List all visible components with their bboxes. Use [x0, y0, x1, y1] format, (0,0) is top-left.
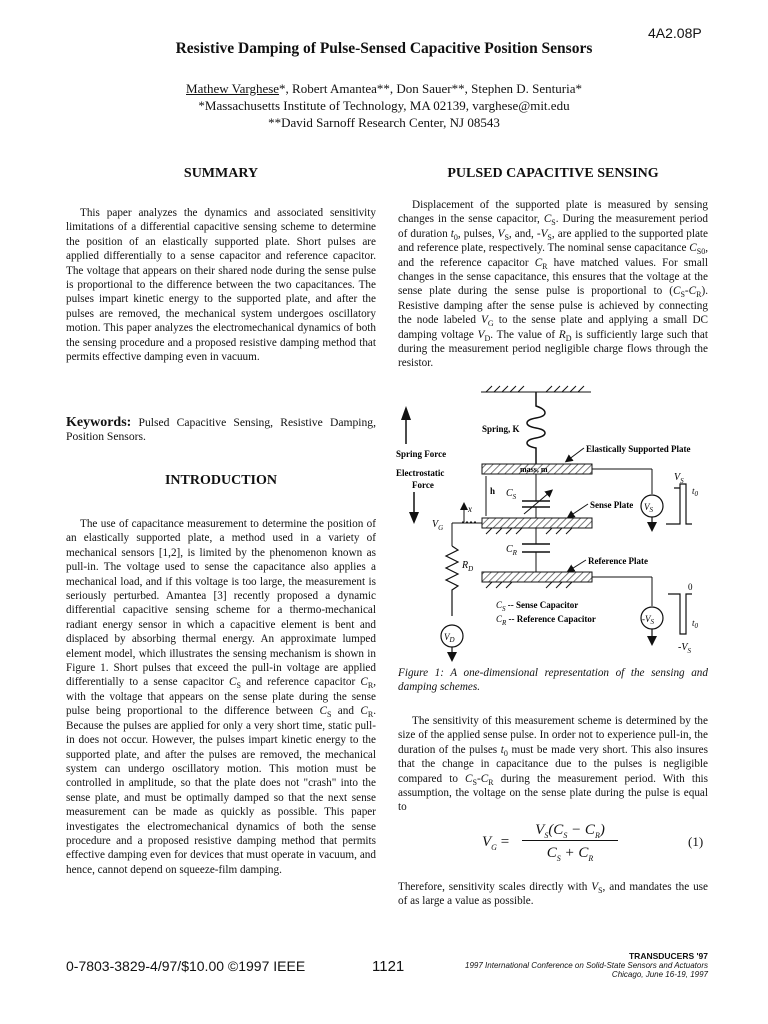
t0-label-bottom: $t_0$ — [692, 618, 699, 630]
introduction-text — [66, 517, 376, 877]
other-authors: *, Robert Amantea**, Don Sauer**, Stephen D. Senturia* — [279, 81, 582, 96]
sym-sub: 0 — [453, 233, 458, 243]
pulsed-text: Displacement of the supported plate is measured by sensing changes in the sense capacitor, $C_S$. During the measurement period of duration $t_0$, pulses, $V_S$, and, $-V_S$, are applied to the supported plate and reference plate, respectively. The nominal sense capacitance $C_{S0}$, and the reference capacitor $C_R$ have matched values. For small changes in the sense capacitance, this ensures that the voltage at the sense plate during the sense pulse is proportional to $(C_S-C_R)$. Resistive damping after the sense pulse is achieved by connecting the node labeled $V_G$ to the sense plate and applying a small DC damping voltage $V_D$. The value of $R_D$ is sufficiently large such that during the measurement period negligible charge flows through the resistor. — [398, 199, 708, 370]
sym-cr-sub-2: R — [367, 710, 374, 720]
conclusion-part-1: Therefore, sensitivity scales directly with — [398, 881, 592, 893]
supported-plate-pointer — [568, 448, 584, 460]
sensitivity-part-1: The sensitivity of this measurement scheme is determined by the size of the applied sense pulse. In order not to experience pull-in, the duration of the pulses — [398, 715, 708, 756]
figure-caption: Figure 1: A one-dimensional representation of the sensing and damping schemes. — [398, 667, 708, 694]
spring — [527, 392, 545, 464]
paper-title: Resistive Damping of Pulse-Sensed Capacitive Position Sensors — [175, 40, 593, 57]
sym-cs0: C — [689, 242, 697, 255]
keywords-text: Pulsed Capacitive Sensing, Resistive Damping, Position Sensors. — [66, 416, 376, 444]
legend-cs: $C_S$ -- Sense Capacitor — [496, 600, 579, 613]
sym-cs: C — [673, 285, 681, 298]
conference-info — [440, 952, 708, 979]
legend-cr: $C_R$ -- Reference Capacitor — [496, 614, 596, 627]
h-label: h — [490, 486, 496, 496]
sym-cr-2: C — [360, 705, 368, 718]
zero-label: 0 — [688, 582, 693, 592]
t0-label-top: $t_0$ — [692, 486, 699, 498]
author-line — [0, 80, 768, 97]
neg-vs-pulse-label: $-V_S$ — [678, 642, 691, 655]
keywords-label: Keywords: — [66, 415, 132, 430]
sym-rd: R — [558, 328, 566, 341]
ceiling-hatch — [481, 386, 591, 392]
pulsed-part-f: , and the reference capacitor — [398, 242, 708, 269]
cr-label: $C_R$ — [506, 544, 517, 557]
electrostatic-label: Electrostatic — [396, 468, 445, 478]
equation-lhs: $V_G$ = — [482, 834, 510, 852]
vs-pulse-top — [666, 484, 692, 524]
vd-label: $V_D$ — [444, 632, 455, 644]
affiliation-1: *Massachusetts Institute of Technology, MA 02139, varghese@mit.edu — [198, 98, 570, 113]
reference-plate-label: Reference Plate — [588, 556, 649, 566]
sym-sub: G — [487, 319, 494, 329]
pulsed-part-b: . During the measurement period of duration — [398, 213, 708, 240]
conclusion-part-2: , and mandates the use of as large a value as possible. — [398, 881, 708, 908]
pulsed-part-d: , and, - — [508, 227, 541, 240]
sym-sub: D — [484, 333, 491, 343]
figure-1-diagram — [396, 384, 716, 664]
pulsed-part-j: . The value of — [490, 328, 559, 341]
sensitivity-part-3: during the measurement period. With this assumption, the voltage on the sense plate during the pulse is equal to — [398, 772, 708, 814]
sym-cs: C — [229, 676, 237, 689]
equation-number: (1) — [688, 834, 704, 849]
conference-location: Chicago, June 16-19, 1997 — [611, 970, 708, 979]
sym-sub: S — [504, 233, 509, 243]
pulsed-heading: PULSED CAPACITIVE SENSING — [447, 166, 659, 181]
sym-vs: V — [497, 227, 505, 240]
sense-plate — [482, 518, 592, 528]
vs-pulse-bottom — [668, 594, 692, 634]
sym-t0: t — [450, 227, 454, 240]
sym-sub: S — [551, 218, 556, 228]
pulsed-part-k: is sufficiently large such that during the measurement period negligible charge flows through the resistor. — [398, 328, 708, 370]
footer-isbn: 0-7803-3829-4/97/$10.00 ©1997 IEEE — [66, 958, 306, 974]
resistor-rd — [446, 546, 458, 616]
vs-pulse-label: $V_S$ — [674, 472, 684, 485]
sym-vs: V — [591, 881, 599, 893]
sym-vd: V — [477, 328, 485, 341]
sym-cs: C — [465, 772, 473, 785]
sym-sub: S — [680, 290, 685, 300]
sym-sub: S — [598, 886, 603, 896]
summary-text — [66, 206, 376, 364]
sym-vg: V — [481, 314, 488, 327]
sym-cs-2: C — [319, 705, 327, 718]
spring-force-arrowhead — [401, 406, 411, 420]
force-label: Force — [412, 480, 434, 490]
conference-name: TRANSDUCERS '97 — [628, 951, 708, 961]
vd-ground — [447, 652, 457, 662]
variable-cap-arrow — [524, 492, 550, 514]
spring-label: Spring, K — [482, 424, 520, 434]
equation-numerator: $V_S(C_S - C_R)$ — [522, 822, 618, 841]
introduction-heading: INTRODUCTION — [164, 473, 277, 488]
pulsed-part-c: , pulses, — [457, 227, 498, 240]
sym-sub: 0 — [503, 749, 508, 759]
pulsed-part-h: ). Resistive damping after the sense pulse is achieved by connecting the node labeled — [398, 285, 708, 327]
intro-part-5: . Because the pulses are applied for only a very short time, static pull-in does not occur. However, the pulses impart kinetic energy to the supported plate, and after the pulses are removed, the mechanical system can undergo oscillatory motion. This motion must be controlled in amplitude, so that the plate does not "crash" into the sense plate, and must be optimally damped so that the next sense measurement can be made as quickly as possible. This paper investigates the electromechanical dynamics of both the sense procedure and a proposed resistive damping method that permits effective damping even for devices that must operate in vacuum, and hence, cannot depend on squeeze-film damping. — [66, 705, 376, 876]
intro-part-1: The use of capacitance measurement to determine the position of an elastically supported plate, a method used in a variety of mechanical sensors [1,2], is limited by the phenomenon known as pull-in. The voltage used to sense the capacitance also applies a mechanical load, and if this voltage is too large, the measurement is seriously perturbed. Amantea [3] recently proposed a dynamic differential capacitive sensing scheme for a thermo-mechanical radiant energy sensor in which a capacitive element is bent and displaced by absorbing thermal energy. An approximate lumped element model, which illustrates the sensing mechanism is shown in Figure 1. Short pulses that exceed the pull-in voltage are applied differentially to a sense capacitor — [66, 518, 376, 689]
sense-plate-label: Sense Plate — [590, 500, 634, 510]
intro-part-3: , with the voltage that appears on the sense plate during the sense pulse being proportional to the difference between — [66, 676, 376, 718]
reference-plate-pointer — [570, 560, 586, 570]
sense-plate-pointer — [570, 504, 588, 516]
sym-cr: C — [688, 285, 697, 298]
sym-sub: S — [472, 777, 477, 787]
summary-body: This paper analyzes the dynamics and associated sensitivity limitations of a differential capacitive sensing scheme to determine the position of an elastically supported plate. Short pulses are applied differentially to a sense capacitor and reference capacitor. The voltage that appears on their shared node during the sense pulse is proportional to the difference between the two capacitances. The pulses impart kinetic energy to the supported plate, and after the pulses are removed, the mechanical system undergoes oscillatory motion. This paper analyzes the electromechanical dynamics of both the sensing procedure and a proposed resistive damping method that permits effective damping even in vacuum. — [66, 207, 376, 364]
sym-cr: C — [534, 256, 543, 269]
sym-sub: R — [696, 290, 702, 300]
x-label: x — [468, 504, 472, 514]
spring-force-label: Spring Force — [396, 449, 447, 459]
affiliation-2: **David Sarnoff Research Center, NJ 08543 — [268, 115, 500, 130]
sym-sub: R — [542, 261, 548, 271]
pulsed-part-e: , are applied to the supported plate and reference plate, respectively. The nominal sense capacitance — [398, 227, 708, 255]
electrostatic-arrowhead — [409, 512, 419, 524]
sym-cr: C — [480, 772, 489, 785]
pulsed-part-i: to the sense plate and applying a small DC damping voltage — [398, 314, 708, 341]
sym-sub: R — [488, 777, 494, 787]
sym-vs: V — [540, 227, 548, 240]
keywords — [66, 416, 376, 445]
sym-t0: t — [500, 743, 504, 756]
paper-code: 4A2.08P — [648, 25, 702, 41]
vs-source-label-bottom: $-V_S$ — [642, 614, 654, 626]
cs-label: $C_S$ — [506, 488, 517, 501]
mass-label: mass, m — [520, 465, 548, 474]
sym-sub: S0 — [696, 247, 706, 257]
sensitivity-part-2: must be made very short. This also insures that the change in capacitance due to the pulses is negligible compared to — [398, 743, 708, 785]
pulsed-part-a: Displacement of the supported plate is measured by sensing changes in the sense capacitor, — [398, 199, 708, 226]
page-number: 1121 — [372, 958, 405, 975]
sym-cr: C — [360, 676, 368, 689]
rd-label: $R_D$ — [462, 560, 474, 573]
sensitivity-conclusion — [398, 880, 708, 909]
author-block — [0, 80, 768, 131]
summary-heading: SUMMARY — [183, 166, 259, 181]
intro-part-2: and reference capacitor — [240, 676, 361, 689]
sym-cs-sub-2: S — [326, 710, 332, 720]
equation-denominator: $C_S + C_R$ — [546, 845, 594, 863]
reference-plate — [482, 572, 592, 582]
sym-sub: S — [547, 233, 552, 243]
first-author: Mathew Varghese — [186, 81, 280, 96]
sym-cs: C — [543, 213, 552, 226]
sensitivity-text: The sensitivity of this measurement scheme is determined by the size of the applied sense pulse. In order not to experience pull-in, the duration of the pulses $t_0$ must be made very short. This also insures that the change in capacitance due to the pulses is negligible compared to $C_S-C_R$ during the measurement period. With this assumption, the voltage on the sense plate during the pulse is equal to — [398, 715, 708, 814]
vg-label: $V_G$ — [432, 519, 444, 532]
supported-plate-label: Elastically Supported Plate — [586, 444, 691, 454]
pulsed-part-g: have matched values. For small changes in the sense capacitance, this ensures that the voltage at the sense plate during the sense pulse is proportional to ( — [398, 256, 708, 298]
sym-cr-sub: R — [367, 681, 374, 691]
intro-part-4: and — [331, 705, 361, 718]
vs-source-label-top: $V_S$ — [644, 502, 653, 514]
sym-sub: D — [565, 333, 572, 343]
conference-full: 1997 International Conference on Solid-State Sensors and Actuators — [465, 961, 708, 970]
sym-cs-sub: S — [236, 681, 241, 691]
